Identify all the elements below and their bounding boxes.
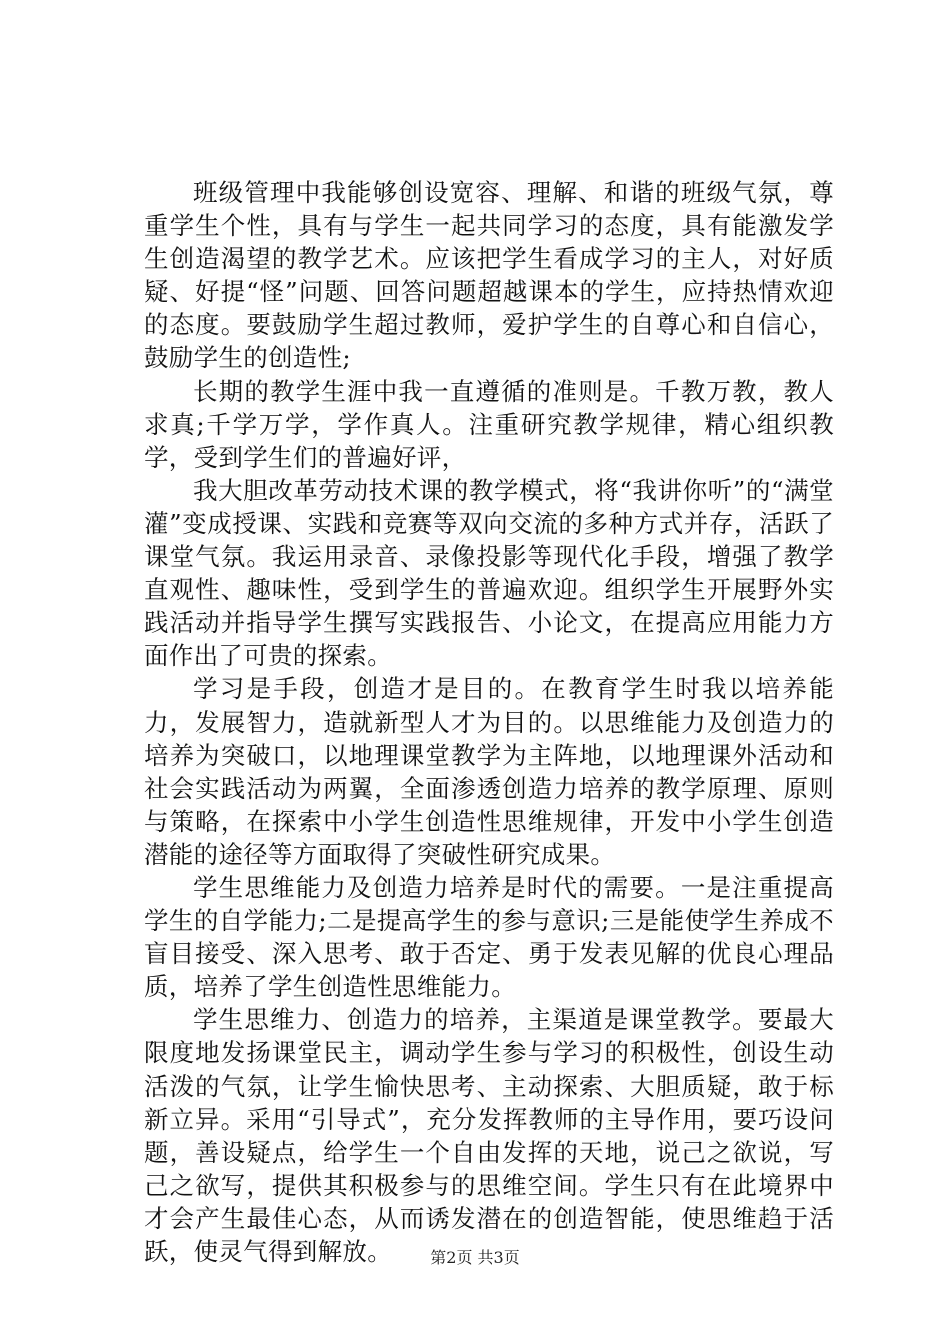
paragraph: 学生思维能力及创造力培养是时代的需要。一是注重提高学生的自学能力;二是提高学生的参与意识;三是能使学生养成不盲目接受、深入思考、敢于否定、勇于发表见解的优良心理品质，培养了学生创造性思维能力。: [144, 872, 834, 1002]
document-body: [144, 176, 834, 1268]
paragraph: 长期的教学生涯中我一直遵循的准则是。千教万教，教人求真;千学万学，学作真人。注重研究教学规律，精心组织教学，受到学生们的普遍好评，: [144, 376, 834, 472]
paragraph: 学生思维力、创造力的培养，主渠道是课堂教学。要最大限度地发扬课堂民主，调动学生参与学习的积极性，创设生动活泼的气氛，让学生愉快思考、主动探索、大胆质疑，敢于标新立异。采用“引导式”，充分发挥教师的主导作用，要巧设问题，善设疑点，给学生一个自由发挥的天地，说己之欲说，写己之欲写，提供其积极参与的思维空间。学生只有在此境界中才会产生最佳心态，从而诱发潜在的创造智能，使思维趋于活跃，使灵气得到解放。: [144, 1005, 834, 1266]
paragraph: 学习是手段，创造才是目的。在教育学生时我以培养能力，发展智力，造就新型人才为目的。以思维能力及创造力的培养为突破口，以地理课堂教学为主阵地，以地理课外活动和社会实践活动为两翼，全面渗透创造力培养的教学原理、原则与策略，在探索中小学生创造性思维规律，开发中小学生创造潜能的途径等方面取得了突破性研究成果。: [144, 674, 834, 869]
paragraph: 我大胆改革劳动技术课的教学模式，将“我讲你听”的“满堂灌”变成授课、实践和竞赛等双向交流的多种方式并存，活跃了课堂气氛。我运用录音、录像投影等现代化手段，增强了教学直观性、趣味性，受到学生的普遍欢迎。组织学生开展野外实践活动并指导学生撰写实践报告、小论文，在提高应用能力方面作出了可贵的探索。: [144, 475, 835, 671]
page-footer: 第2页 共3页: [430, 1248, 520, 1267]
paragraph: 班级管理中我能够创设宽容、理解、和谐的班级气氛，尊重学生个性，具有与学生一起共同学习的态度，具有能激发学生创造渴望的教学艺术。应该把学生看成学习的主人，对好质疑、好提“怪”问题、回答问题超越课本的学生，应持热情欢迎的态度。要鼓励学生超过教师，爱护学生的自尊心和自信心，鼓励学生的创造性;: [144, 178, 834, 373]
